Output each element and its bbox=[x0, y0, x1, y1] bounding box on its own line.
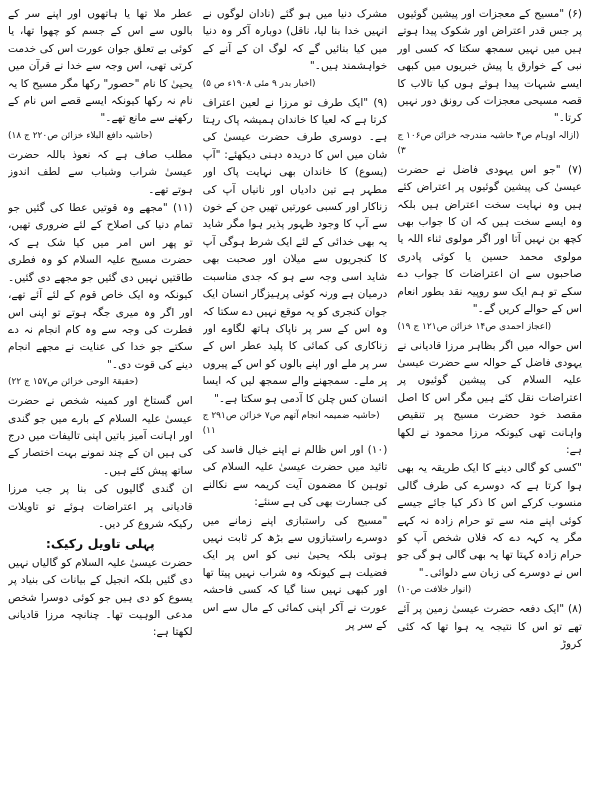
paragraph: (۱۱) "مجھے وہ قوتیں عطا کی گئیں جو تمام دنیا کی اصلاح کے لئے ضروری تھیں، تو پھر اس امر میں کیا شک ہے کہ حضرت مسیح علیہ السلام کو وہ فطری طاقتیں نہیں دی گئیں جو مجھے دی گئیں۔ کیونکہ وہ ایک خاص قوم کے لئے آئے تھے، اور اگر وہ میری جگہ ہوتے تو اپنی اس فطرت کی وجہ سے وہ کام انجام نہ دے سکتے جو خدا کی عنایت نے مجھے انجام دینے کی قوت دی۔" bbox=[7, 202, 193, 371]
paragraph: مشرک دنیا میں ہو گئے (نادان لوگوں نے انہیں خدا بنا لیا، ناقل) دوبارہ آکر وہ دنیا میں کیا بنائیں گے کہ لوگ ان کے آنے کے خواہشمند ہیں۔" bbox=[202, 8, 388, 73]
paragraph: "مسیح کی راستبازی اپنے زمانے میں دوسرے راستبازوں سے بڑھ کر ثابت نہیں ہوتی بلکہ یحییٰ نبی کو اس پر ایک فضیلت ہے کیونکہ وہ شراب نہیں پیتا تھا اور کبھی نہیں سنا گیا کہ کسی فاحشہ عورت نے آکر اپنی کمائی کے مال سے اس کے سر پر bbox=[202, 514, 388, 631]
citation: (اخبار بدر ۹ مئی ۱۹۰۸ء ص ۵) bbox=[202, 78, 316, 89]
citation: (حاشیہ دافع البلاء خزائن ص۲۲۰ ج ۱۸) bbox=[7, 130, 153, 141]
paragraph: (۶) "مسیح کے معجزات اور پیشین گوئیوں پر جس قدر اعتراض اور شکوک پیدا ہوتے ہیں میں نہیں سمجھ سکتا کہ کسی اور نبی کے خوارق یا پیش خبریوں میں کبھی ایسے شبہات پیدا ہوئے ہوں کیا تالاب کا قصہ مسیحی معجزات کی رونق دور نہیں کرتا۔" bbox=[397, 8, 582, 125]
citation: (ازالہ اوہام ص۴ حاشیہ مندرجہ خزائن ص۱۰۶ ج ۳) bbox=[397, 130, 580, 156]
paragraph: (۸) "ایک دفعہ حضرت عیسیٰ زمین پر آئے تھے تو اس کا نتیجہ یہ ہوا تھا کہ کئی کروڑ bbox=[397, 603, 582, 650]
paragraph: مطلب صاف ہے کہ نعوذ باللہ حضرت عیسیٰ شراب وشباب سے لطف اندوز ہوتے تھے۔ bbox=[7, 148, 193, 196]
column-middle bbox=[203, 6, 388, 796]
citation: (حقیقۃ الوحی خزائن ص۱۵۷ ج ۲۲) bbox=[7, 377, 139, 388]
column-left bbox=[8, 6, 193, 796]
paragraph: (۹) "ایک طرف تو مرزا نے لعین اعتراف کرتا ہے کہ لعیا کا خاندان ہمیشہ پاک رہتا ہے۔ دوسری طرف حضرت عیسیٰ کی شان میں اس کا دریدہ دہنی دیکھئے: "آپ (یسوع) کا خاندان بھی نہایت پاک اور مطہر ہے تین دادیاں اور نانیاں آپ کی زناکار اور کسبی عورتیں تھیں جن کے خون سے آپ کا وجود ظہور پذیر ہوا مگر شاید یہ بھی خدائی کے لئے ایک شرط ہوگی آپ کا کنجریوں سے میلان اور صحبت بھی شاید اسی وجہ سے ہو کہ جدی مناسبت درمیان ہے ورنہ کوئی پرہیزگار انسان ایک جوان کنجری کو یہ موقع نہیں دے سکتا کہ وہ اس کے سر پر ناپاک ہاتھ لگاوے اور زناکاری کی کمائی کا پلید عطر اس کے سر پر ملے اور اپنے بالوں کو اس کے پیروں پر ملے۔ سمجھنے والے سمجھ لیں کہ ایسا انسان کس چلن کا آدمی ہو سکتا ہے۔" bbox=[202, 96, 388, 405]
paragraph: اس حوالہ میں اگر بظاہر مرزا قادیانی نے یہودی فاضل کے حوالہ سے حضرت عیسیٰ علیہ السلام کی پیشین گوئیوں پر اعتراضات نقل کئے ہیں مگر اس کا اصل مقصد خود حضرت مسیح پر تنقیص واہانت تھی کیونکہ مرزا محمود نے لکھا ہے: bbox=[397, 339, 582, 456]
paragraph: عطر ملا تھا یا ہاتھوں اور اپنے سر کے بالوں سے اس کے جسم کو چھوا تھا، یا کوئی بے تعلق جوان عورت اس کی خدمت کرتی تھی، اس وجہ سے خدا نے قرآن میں یحییٰ کا نام "حصور" رکھا مگر مسیح کا یہ نام نہ رکھا کیونکہ ایسے قصے اس نام کے رکھنے سے مانع تھے۔" bbox=[7, 8, 193, 125]
citation: (اعجاز احمدی ص۱۴ خزائن ص۱۲۱ ج ۱۹) bbox=[397, 321, 552, 332]
paragraph: اس گستاخ اور کمینہ شخص نے حضرت عیسیٰ علیہ السلام کے بارے میں جو گندی اور اہانت آمیز باتیں اپنی تالیفات میں درج کی ہیں ان کے چند نمونے بہت اختصار کے ساتھ پیش کئے ہیں۔ bbox=[7, 395, 193, 477]
citation: (حاشیہ ضمیمہ انجام آتھم ص۷ خزائن ص۲۹۱ ج ۱۱) bbox=[202, 410, 380, 436]
paragraph: ان گندی گالیوں کی بنا پر جب مرزا قادیانی پر اعتراضات ہوئے تو تاویلات رکیکہ شروع کر دیں۔ bbox=[7, 483, 193, 530]
citation: (انوار خلافت ص۱۰) bbox=[397, 585, 472, 596]
paragraph: حضرت عیسیٰ علیہ السلام کو گالیاں نہیں دی گئیں بلکہ انجیل کے بیانات کی بنیاد پر یسوع کو دی ہیں جو کوئی دوسرا شخص مدعی الوہیت تھا۔ چنانچہ مرزا قادیانی لکھتا ہے: bbox=[7, 556, 193, 639]
paragraph: (۱۰) اور اس ظالم نے اپنے خیال فاسد کی تائید میں حضرت عیسیٰ علیہ السلام کی توہین کا مضمون آیت کریمہ سے نکالنے کی جسارت بھی کی ہے سنئے: bbox=[202, 443, 388, 509]
section-heading: پہلی تاویل رکیک: bbox=[45, 536, 155, 552]
paragraph: (۷) "جو اس یہودی فاضل نے حضرت عیسیٰ کی پیشین گوئیوں پر اعتراض کئے ہیں وہ نہایت سخت اعتراض ہیں بلکہ وہ ایسے سخت ہیں کہ ان کا جواب بھی کچھ بن نہیں آتا اور اگر مولوی ثناء اللہ یا مولوی محمد حسین یا کوئی پادری صاحبوں سے ان اعتراضات کا جواب دے سکے تو ہم ایک سو روپیہ نقد بطور انعام اس کے حوالے کریں گے۔" bbox=[397, 163, 582, 316]
paragraph: "کسی کو گالی دینے کا ایک طریقہ یہ بھی ہوا کرتا ہے کہ دوسرے کی طرف گالی منسوب کرکے اس کا ذکر کیا جائے جیسے کوئی اپنے منہ سے تو حرام زادہ نہ کہے مگر یہ کہہ دے کہ فلاں شخص آپ کو حرام زادہ کہتا تھا یہ بھی گالی ہو گی جو اس نے دوسرے کی زبان سے دلوائی۔" bbox=[397, 462, 582, 579]
column-right bbox=[397, 6, 582, 796]
